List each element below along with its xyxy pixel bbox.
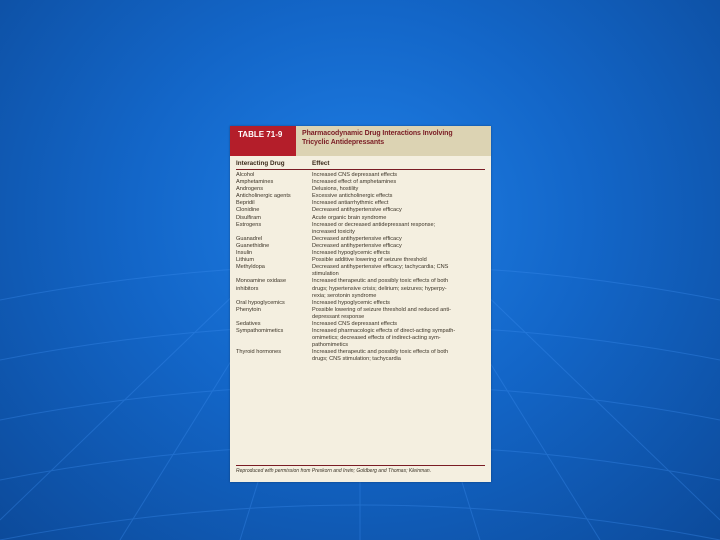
drug-cell: Thyroid hormones bbox=[236, 349, 282, 356]
drug-cell bbox=[236, 229, 312, 236]
effect-cell: Possible lowering of seizure threshold and reduced anti- bbox=[312, 306, 451, 313]
effect-cell: Possible additive lowering of seizure threshold bbox=[312, 257, 427, 264]
table-row bbox=[236, 264, 485, 271]
table-title-line-1: Pharmacodynamic Drug Interactions Involving bbox=[302, 130, 453, 137]
table-row bbox=[236, 200, 485, 207]
table-row bbox=[236, 293, 485, 300]
drug-cell: Guanadrel bbox=[236, 235, 263, 242]
effect-cell: Increased therapeutic and possibly toxic effects of both bbox=[312, 278, 449, 285]
effect-cell: pathomimetics bbox=[312, 342, 349, 349]
drug-cell bbox=[236, 356, 312, 363]
effect-cell: Increased therapeutic and possibly toxic effects of both bbox=[312, 349, 449, 356]
table-header bbox=[230, 126, 491, 156]
table-image bbox=[230, 126, 491, 482]
effect-cell: omimetics; decreased effects of indirect-acting sym- bbox=[312, 335, 441, 342]
effect-cell: Increased pharmacologic effects of direct-acting sympath- bbox=[312, 328, 456, 335]
drug-cell bbox=[236, 314, 312, 321]
table-row bbox=[236, 229, 485, 236]
table-row bbox=[236, 250, 485, 257]
drug-cell: Oral hypoglycemics bbox=[236, 299, 285, 306]
table-title-line-2: Tricyclic Antidepressants bbox=[302, 138, 385, 146]
effect-cell: Acute organic brain syndrome bbox=[312, 214, 387, 221]
effect-cell: Decreased antihypertensive efficacy; tachycardia; CNS bbox=[312, 264, 449, 271]
drug-cell bbox=[236, 335, 312, 342]
table-row bbox=[236, 321, 485, 328]
drug-cell bbox=[236, 271, 312, 278]
drug-cell: Guanethidine bbox=[236, 242, 270, 249]
drug-cell: Amphetamines bbox=[236, 179, 274, 186]
column-headers bbox=[236, 158, 485, 170]
table-row bbox=[236, 257, 485, 264]
effect-cell: Increased or decreased antidepressant response; bbox=[312, 221, 436, 228]
table-row bbox=[236, 222, 485, 229]
table-row bbox=[236, 271, 485, 278]
drug-cell: Sedatives bbox=[236, 320, 261, 327]
table-row bbox=[236, 307, 485, 314]
drug-cell: Androgens bbox=[236, 186, 264, 193]
table-row bbox=[236, 328, 485, 335]
table-footnote: Reproduced with permission from Preskorn and Irwin; Goldberg and Thomas; Kleinman. bbox=[236, 465, 485, 474]
table-row bbox=[236, 172, 485, 179]
table-row bbox=[236, 207, 485, 214]
table-row bbox=[236, 278, 485, 285]
table-body bbox=[236, 172, 485, 364]
drug-cell: Phenytoin bbox=[236, 306, 261, 313]
table-row bbox=[236, 186, 485, 193]
drug-cell: Clonidine bbox=[236, 207, 260, 214]
table-number: TABLE 71-9 bbox=[230, 126, 296, 156]
table-row bbox=[236, 349, 485, 356]
table-title bbox=[296, 126, 453, 156]
effect-cell: depressant response bbox=[312, 313, 365, 320]
effect-cell: Increased effect of amphetamines bbox=[312, 179, 397, 186]
table-row bbox=[236, 314, 485, 321]
drug-cell bbox=[236, 342, 312, 349]
effect-cell: Decreased antihypertensive efficacy bbox=[312, 207, 402, 214]
table-row bbox=[236, 286, 485, 293]
effect-cell: Increased antiarrhythmic effect bbox=[312, 200, 389, 207]
drug-cell: Methyldopa bbox=[236, 264, 265, 271]
table-row bbox=[236, 236, 485, 243]
effect-cell: rexia; serotonin syndrome bbox=[312, 292, 377, 299]
effect-cell: stimulation bbox=[312, 271, 339, 278]
drug-cell: Lithium bbox=[236, 257, 255, 264]
table-row bbox=[236, 356, 485, 363]
drug-cell: Insulin bbox=[236, 250, 253, 257]
effect-cell: Increased CNS depressant effects bbox=[312, 320, 398, 327]
drug-cell: Bepridil bbox=[236, 200, 255, 207]
effect-cell: drugs; CNS stimulation; tachycardia bbox=[312, 356, 401, 363]
effect-cell: Delusions, hostility bbox=[312, 186, 359, 193]
effect-cell: Excessive anticholinergic effects bbox=[312, 193, 393, 200]
effect-cell: Increased hypoglycemic effects bbox=[312, 250, 390, 257]
table-row bbox=[236, 335, 485, 342]
column-header-effect: Effect bbox=[312, 160, 330, 167]
drug-cell: Sympathomimetics bbox=[236, 328, 284, 335]
table-row bbox=[236, 215, 485, 222]
effect-cell: Decreased antihypertensive efficacy bbox=[312, 242, 402, 249]
drug-cell: inhibitors bbox=[236, 285, 259, 292]
table-row bbox=[236, 300, 485, 307]
drug-cell: Alcohol bbox=[236, 172, 255, 178]
table-row bbox=[236, 342, 485, 349]
drug-cell bbox=[236, 293, 312, 300]
drug-cell: Disulfiram bbox=[236, 214, 261, 221]
effect-cell: drugs; hypertensive crisis; delirium; seizures; hyperpy- bbox=[312, 285, 447, 292]
effect-cell: Decreased antihypertensive efficacy bbox=[312, 235, 402, 242]
effect-cell: increased toxicity bbox=[312, 228, 355, 235]
effect-cell: Increased CNS depressant effects bbox=[312, 172, 398, 178]
column-header-drug: Interacting Drug bbox=[236, 160, 285, 167]
table-row bbox=[236, 243, 485, 250]
effect-cell: Increased hypoglycemic effects bbox=[312, 299, 390, 306]
drug-cell: Monoamine oxidase bbox=[236, 278, 287, 285]
drug-cell: Anticholinergic agents bbox=[236, 193, 291, 200]
table-row bbox=[236, 193, 485, 200]
table-row bbox=[236, 179, 485, 186]
drug-cell: Estrogens bbox=[236, 221, 262, 228]
